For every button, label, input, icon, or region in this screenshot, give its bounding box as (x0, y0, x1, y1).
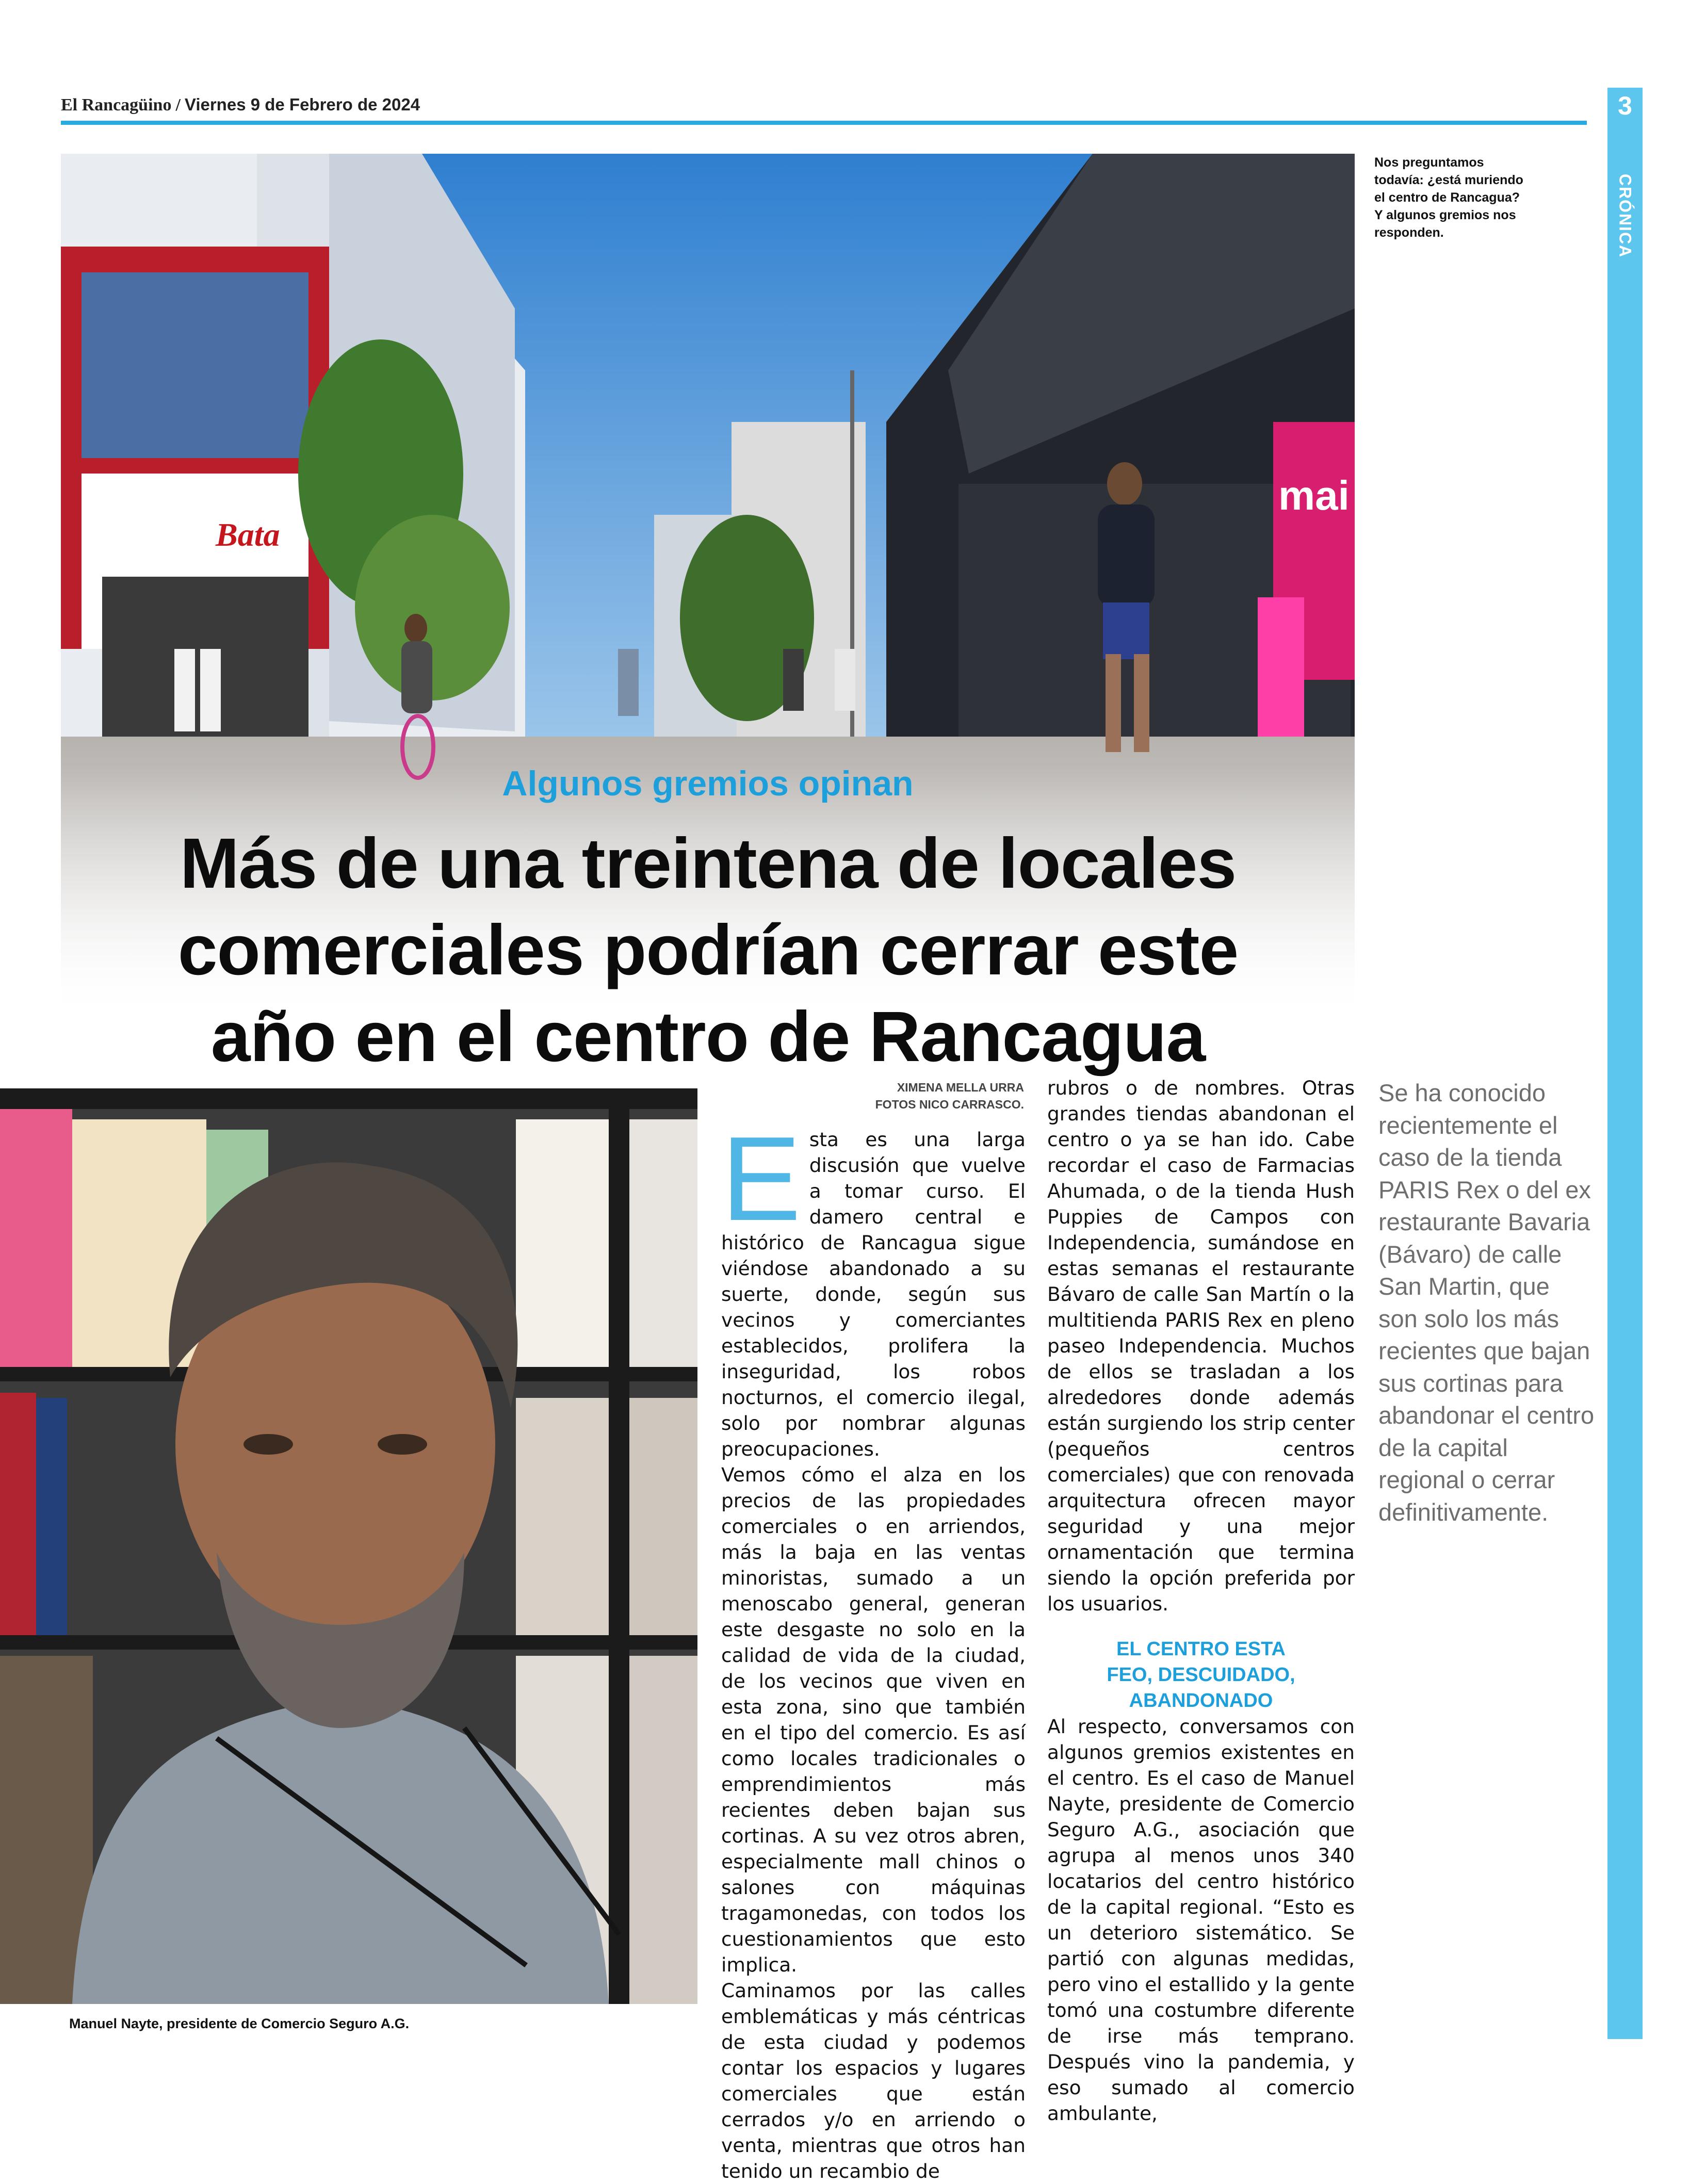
header-separator: / (175, 95, 181, 115)
byline-author: XIMENA MELLA URRA (897, 1081, 1024, 1094)
article-paragraph: Caminamos por las calles emblemáticas y más céntricas de esta ciudad y podemos contar los espacios y lugares comerciales que están cerrados y/o en arriendo o venta, mientras que otros han tenido un recambio de (721, 1979, 1026, 2182)
store-sign-right: mai (1278, 472, 1350, 518)
headline (103, 820, 1313, 1080)
article-paragraph: Vemos cómo el alza en los precios de las propiedades comerciales o en arriendos, más la baja en las ventas minoristas, sumado a un menoscabo general, generan este desgaste no solo en la calidad de vida de la ciudad, de los vecinos que viven en esta zona, sino que también en el tipo del comercio. Es así como locales tradicionales o emprendimientos más recientes deben bajan sus cortinas. A su vez otros abren, especialmente mall chinos o salones con máquinas tragamonedas, con todos los cuestionamientos que esto implica. (721, 1463, 1026, 1976)
page-number: 3 (1618, 91, 1632, 120)
byline (722, 1079, 1024, 1113)
publication-name: El Rancagüino (61, 95, 172, 115)
byline-photos: FOTOS NICO CARRASCO. (875, 1098, 1024, 1111)
article-paragraph: Al respecto, conversamos con algunos gremios existentes en el centro. Es el caso de Manuel Nayte, presidente de Comercio Seguro A.G., asociación que agrupa al menos unos 340 locatarios del centro histórico de la capital regional. “Esto es un deterioro sistemático. Se partió con algunas medidas, pero vino el estallido y la gente tomó una costumbre diferente de irse más temprano. Después vino la pandemia, y eso sumado al comercio ambulante, (1047, 1715, 1355, 2125)
masthead (61, 95, 420, 115)
kicker: Algunos gremios opinan (502, 764, 914, 803)
subhead-line-2: FEO, DESCUIDADO, (1107, 1664, 1295, 1686)
section-label: CRÓNICA (1616, 173, 1635, 258)
article-column-2 (1047, 1075, 1355, 2126)
headline-line-3: año en el centro de Rancagua (210, 997, 1206, 1077)
store-sign-left: Bata (216, 516, 280, 553)
portrait-image (0, 1088, 697, 2004)
section-label-wrap (1607, 150, 1643, 263)
issue-date: Viernes 9 de Febrero de 2024 (184, 95, 420, 114)
headline-line-2: comerciales podrían cerrar este (177, 910, 1239, 990)
article-column-1 (721, 1112, 1026, 2184)
article-paragraph: rubros o de nombres. Otras grandes tiendas abandonan el centro o ya se han ido. Cabe recordar el caso de Farmacias Ahumada, o de la tienda Hush Puppies de Campos con Independencia, sumándose en estas semanas el restaurante Bávaro de calle San Martín o la multitienda PARIS Rex en pleno paseo Independencia. Muchos de ellos se trasladan a los alrededores donde además están surgiendo los strip center (pequeños centros comerciales) que con renovada arquitectura ofrecen mayor seguridad y una mejor ornamentación que termina siendo la opción preferida por los usuarios. (1047, 1077, 1355, 1615)
drop-cap: E (721, 1112, 801, 1246)
article-subhead (1047, 1636, 1355, 1714)
headline-line-1: Más de una treintena de locales (180, 824, 1237, 903)
pull-quote: Se ha conocido recientemente el caso de la tienda PARIS Rex o del ex restaurante Bavaria (Bávaro) de calle San Martin, que son solo los más recientes que bajan sus cortinas para abandonar el centro de la capital regional o cerrar definitivamente. (1378, 1079, 1595, 1526)
subhead-line-3: ABANDONADO (1129, 1690, 1273, 1712)
header-rule (61, 121, 1587, 125)
article-paragraph: sta es una larga discusión que vuelve a tomar curso. El damero central e histórico de Rancagua sigue viéndose abandonado a su suerte, donde, según sus vecinos y comerciantes establecidos, prolifera la inseguridad, los robos nocturnos, el comercio ilegal, solo por nombrar algunas preocupaciones. (721, 1128, 1026, 1460)
subhead-line-1: EL CENTRO ESTA (1116, 1638, 1286, 1660)
portrait-photo (0, 1088, 697, 2004)
teaser-text: Nos preguntamos todavía: ¿está muriendo el centro de Rancagua? Y algunos gremios nos responden. (1374, 155, 1523, 240)
section-sidebar (1607, 88, 1643, 2039)
portrait-caption: Manuel Nayte, presidente de Comercio Seguro A.G. (69, 2016, 410, 2031)
